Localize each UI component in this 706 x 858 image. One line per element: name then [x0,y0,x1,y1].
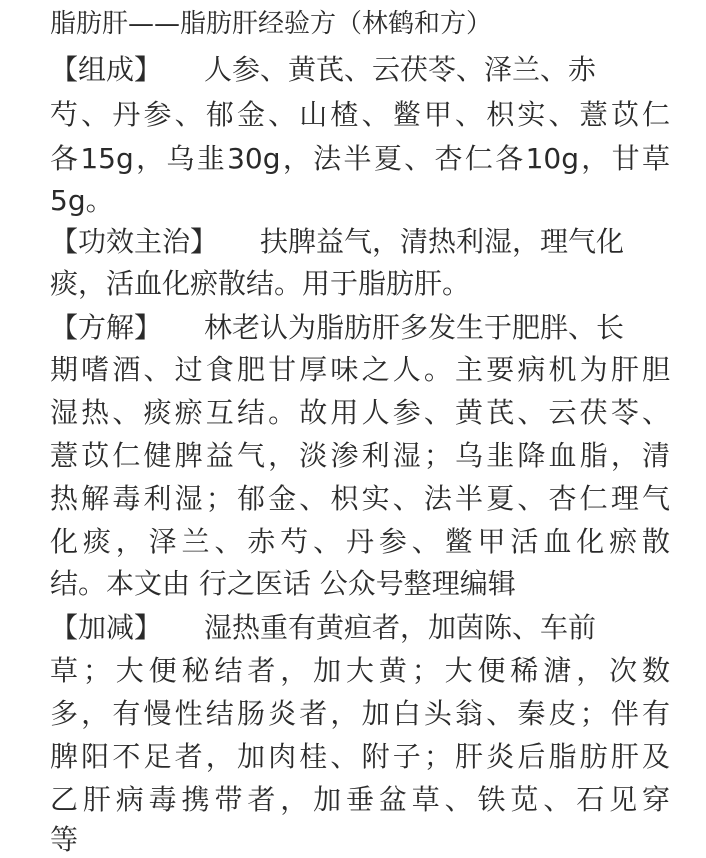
paragraph-line: 脾阳不足者，加肉桂、附子；肝炎后脂肪肝及 [50,740,670,773]
paragraph-line: 多，有慢性结肠炎者，加白头翁、秦皮；伴有 [50,697,670,730]
paragraph-line: 林老认为脂肪肝多发生于肥胖、长 [204,311,625,344]
section-explanation-first-line [50,310,670,346]
paragraph-line: 期嗜酒、过食肥甘厚味之人。主要病机为肝胆 [50,353,670,386]
paragraph-line: 结。本文由 行之医话 公众号整理编辑 [50,567,516,600]
section-composition-first-line [50,52,670,88]
document-title: 脂肪肝——脂肪肝经验方（林鹤和方） [50,9,493,39]
section-heading-modification: 【加减】 [50,611,163,644]
paragraph-line: 湿热重有黄疸者，加茵陈、车前 [204,611,597,644]
paragraph-line: 化痰，泽兰、赤芍、丹参、鳖甲活血化瘀散 [50,525,670,558]
paragraph-line: 芍、丹参、郁金、山楂、鳖甲、枳实、薏苡仁 [50,98,670,131]
paragraph-line: 湿热、痰瘀互结。故用人参、黄芪、云茯苓、 [50,396,670,429]
paragraph-line-cut-off: 等 [50,823,79,856]
paragraph-line: 人参、黄芪、云茯苓、泽兰、赤 [204,53,597,86]
paragraph-line: 5g。 [50,184,114,217]
section-efficacy-first-line [50,224,670,260]
paragraph-line: 痰，活血化瘀散结。用于脂肪肝。 [50,267,471,300]
section-heading-efficacy: 【功效主治】 [50,225,219,258]
paragraph-line: 草；大便秘结者，加大黄；大便稀溏，次数 [50,654,670,687]
paragraph-line: 各15g，乌韭30g，法半夏、杏仁各10g，甘草 [50,142,670,175]
paragraph-line: 扶脾益气，清热利湿，理气化 [260,225,625,258]
paragraph-line: 薏苡仁健脾益气，淡渗利湿；乌韭降血脂，清 [50,439,670,472]
section-modification-first-line [50,610,670,646]
section-heading-explanation: 【方解】 [50,311,163,344]
section-heading-composition: 【组成】 [50,53,163,86]
paragraph-line: 乙肝病毒携带者，加垂盆草、铁苋、石见穿 [50,783,670,816]
paragraph-line: 热解毒利湿；郁金、枳实、法半夏、杏仁理气 [50,482,670,515]
